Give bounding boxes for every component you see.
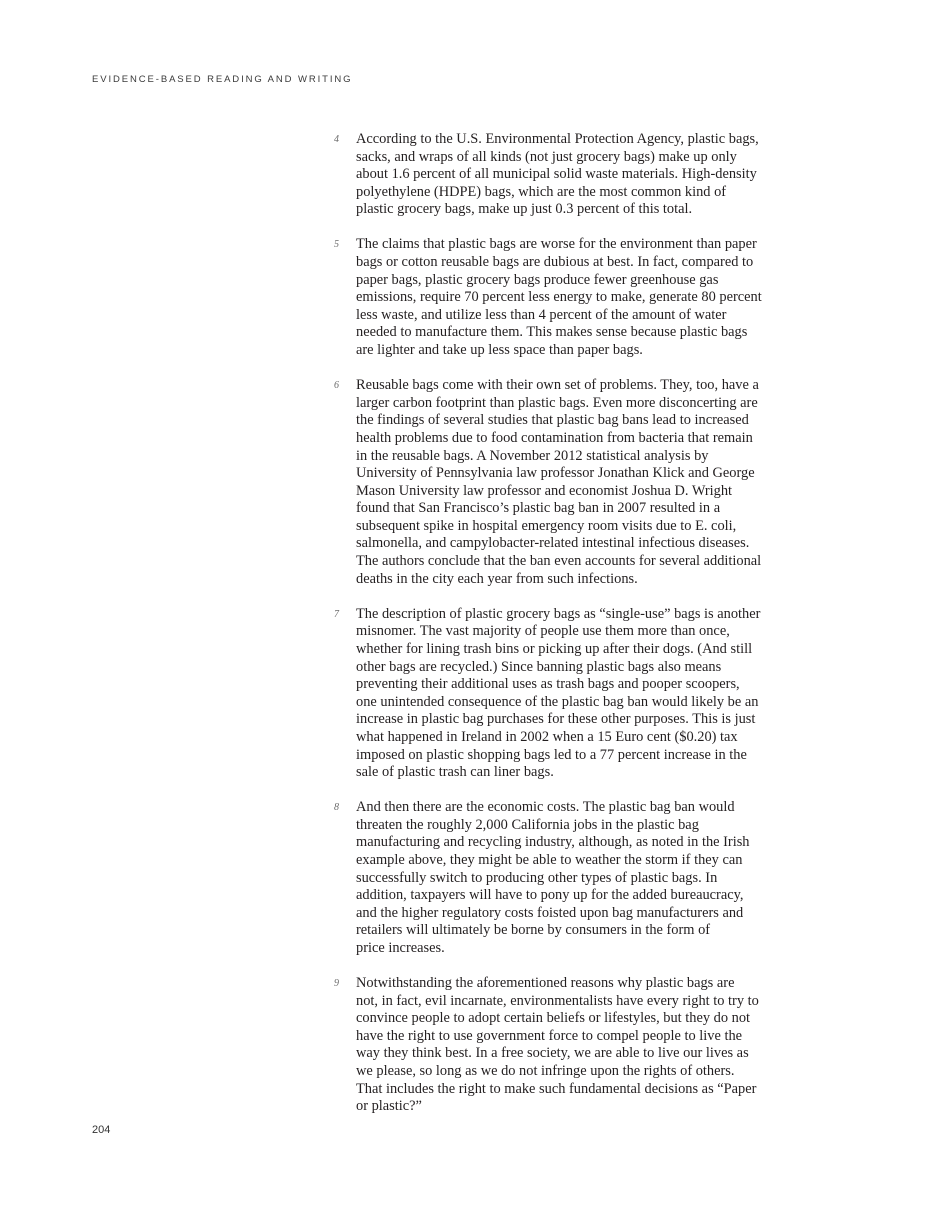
paragraph-text: Reusable bags come with their own set of problems. They, too, have a larger carbon footprint than plastic bags. Even more disconcerting are the findings of several studies that plastic bag bans lead to increased health problems due to food contamination from bacteria that remain in the reusable bags. A November 2012 statistical analysis by University of Pennsylvania law professor Jonathan Klick and George Mason University law professor and economist Joshua D. Wright found that San Francisco’s plastic bag ban in 2007 resulted in a subsequent spike in hospital emergency room visits due to E. coli, salmonella, and campylobacter-related intestinal infectious diseases. The authors conclude that the ban even accounts for several additional deaths in the city each year from such infections. [356, 377, 762, 587]
paragraph-5 [334, 236, 804, 359]
paragraph-number: 6 [334, 380, 339, 392]
paragraph-number: 8 [334, 802, 339, 814]
paragraph-text: The claims that plastic bags are worse for the environment than paper bags or cotton reusable bags are dubious at best. In fact, compared to paper bags, plastic grocery bags produce fewer greenhouse gas emissions, require 70 percent less energy to make, generate 80 percent less waste, and utilize less than 4 percent of the amount of water needed to manufacture them. This makes sense because plastic bags are lighter and take up less space than paper bags. [356, 236, 762, 359]
article-body [334, 131, 804, 1133]
paragraph-number: 5 [334, 239, 339, 251]
paragraph-text: And then there are the economic costs. The plastic bag ban would threaten the roughly 2,000 California jobs in the plastic bag manufacturing and recycling industry, although, as noted in the Irish example above, they might be able to weather the storm if they can successfully switch to producing other types of plastic bags. In addition, taxpayers will have to pony up for the added bureaucracy, and the higher regulatory costs foisted upon bag manufacturers and retailers will ultimately be borne by consumers in the form of price increases. [356, 799, 750, 956]
running-head: EVIDENCE-BASED READING AND WRITING [92, 74, 353, 85]
paragraph-text: The description of plastic grocery bags as “single-use” bags is another misnomer. The vast majority of people use them more than once, whether for lining trash bins or picking up after their dogs. (And still other bags are recycled.) Since banning plastic bags also means preventing their additional uses as trash bags and pooper scoopers, one unintended consequence of the plastic bag ban would likely be an increase in plastic bag purchases for these other purposes. This is just what happened in Ireland in 2002 when a 15 Euro cent ($0.20) tax imposed on plastic shopping bags led to a 77 percent increase in the sale of plastic trash can liner bags. [356, 605, 761, 781]
paragraph-number: 4 [334, 134, 339, 145]
paragraph-number: 7 [334, 608, 339, 620]
paragraph-text: Notwithstanding the aforementioned reasons why plastic bags are not, in fact, evil incarnate, environmentalists have every right to try to convince people to adopt certain beliefs or lifestyles, but they do not have the right to use government force to compel people to live the way they think best. In a free society, we are able to live our lives as we please, so long as we do not infringe upon the rights of others. That includes the right to make such fundamental decisions as “Paper or plastic?” [356, 975, 759, 1115]
paragraph-9 [334, 975, 804, 1116]
paragraph-4 [334, 131, 804, 219]
page-number: 204 [92, 1124, 111, 1136]
paragraph-text: According to the U.S. Environmental Protection Agency, plastic bags, sacks, and wraps of all kinds (not just grocery bags) make up only about 1.6 percent of all municipal solid waste materials. High-density polyethylene (HDPE) bags, which are the most common kind of plastic grocery bags, make up just 0.3 percent of this total. [356, 131, 759, 218]
paragraph-number: 9 [334, 978, 339, 990]
paragraph-7 [334, 606, 804, 782]
paragraph-8 [334, 799, 804, 957]
paragraph-6 [334, 377, 804, 588]
